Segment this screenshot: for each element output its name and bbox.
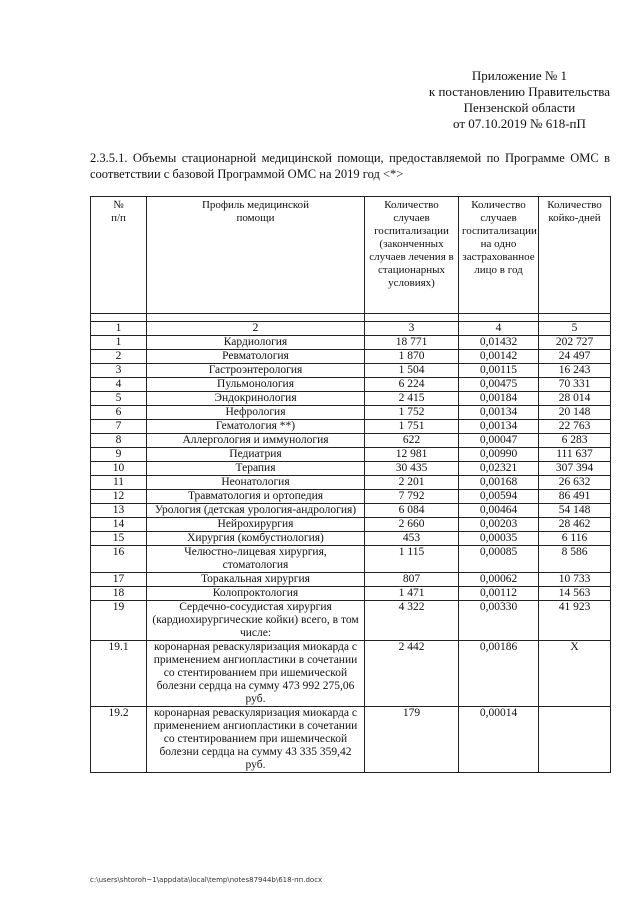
row-beddays: 6 116: [539, 532, 611, 546]
row-cases: 7 792: [365, 490, 459, 504]
row-beddays: 20 148: [539, 406, 611, 420]
row-profile: Челюстно-лицевая хирургия, стоматология: [147, 546, 365, 573]
row-profile: Травматология и ортопедия: [147, 490, 365, 504]
row-per-person: 0,00112: [459, 587, 539, 601]
colnum-4: 4: [459, 322, 539, 336]
row-profile: Эндокринология: [147, 392, 365, 406]
appendix-region-line: Пензенской области: [463, 100, 576, 115]
header-beddays: Количество койко-дней: [539, 197, 611, 314]
row-number: 19.2: [91, 707, 147, 773]
row-profile: Хирургия (комбустиология): [147, 532, 365, 546]
table-row: [91, 573, 611, 587]
header-profile: Профиль медицинской помощи: [147, 197, 365, 314]
row-profile: коронарная реваскуляризация миокарда с применением ангиопластики в сочетании со стентированием при ишемической болезни сердца на сумму 473 992 275,06 руб.: [147, 641, 365, 707]
table-row: [91, 378, 611, 392]
row-beddays: 28 462: [539, 518, 611, 532]
row-number: 17: [91, 573, 147, 587]
row-profile: Гастроэнтерология: [147, 364, 365, 378]
table-row: [91, 476, 611, 490]
row-per-person: 0,01432: [459, 336, 539, 350]
row-number: 8: [91, 434, 147, 448]
row-per-person: 0,02321: [459, 462, 539, 476]
table-gap-row: [91, 314, 611, 322]
table-body: [91, 322, 611, 773]
row-number: 19: [91, 601, 147, 641]
row-cases: 179: [365, 707, 459, 773]
row-per-person: 0,00134: [459, 406, 539, 420]
row-beddays: 24 497: [539, 350, 611, 364]
row-number: 5: [91, 392, 147, 406]
row-profile: коронарная реваскуляризация миокарда с применением ангиопластики в сочетании со стентированием при ишемической болезни сердца на сумму 43 335 359,42 руб.: [147, 707, 365, 773]
table-row: [91, 490, 611, 504]
file-path-footer: c:\users\shtoroh~1\appdata\local\temp\notes87944b\618-пп.docx: [90, 876, 323, 884]
row-profile: Ревматология: [147, 350, 365, 364]
row-number: 6: [91, 406, 147, 420]
row-profile: Кардиология: [147, 336, 365, 350]
row-number: 19.1: [91, 641, 147, 707]
row-per-person: 0,00035: [459, 532, 539, 546]
row-beddays: [539, 707, 611, 773]
table-row: [91, 518, 611, 532]
section-heading: 2.3.5.1. Объемы стационарной медицинской помощи, предоставляемой по Программе ОМС в соответствии с базовой Программой ОМС на 2019 год <*>: [90, 151, 610, 181]
row-number: 18: [91, 587, 147, 601]
row-number: 15: [91, 532, 147, 546]
row-number: 7: [91, 420, 147, 434]
table-row: [91, 641, 611, 707]
table-row: [91, 587, 611, 601]
row-beddays: 41 923: [539, 601, 611, 641]
row-cases: 4 322: [365, 601, 459, 641]
row-beddays: 111 637: [539, 448, 611, 462]
appendix-date-line: от 07.10.2019 № 618-пП: [453, 116, 586, 131]
volumes-table: [90, 196, 611, 773]
row-cases: 1 504: [365, 364, 459, 378]
row-cases: 2 201: [365, 476, 459, 490]
row-profile: Колопроктология: [147, 587, 365, 601]
header-num: № п/п: [91, 197, 147, 314]
row-per-person: 0,00594: [459, 490, 539, 504]
table-row: [91, 392, 611, 406]
table-row: [91, 350, 611, 364]
row-per-person: 0,00085: [459, 546, 539, 573]
row-profile: Гематология **): [147, 420, 365, 434]
row-per-person: 0,00115: [459, 364, 539, 378]
row-profile: Пульмонология: [147, 378, 365, 392]
row-number: 4: [91, 378, 147, 392]
row-cases: 2 442: [365, 641, 459, 707]
row-profile: Терапия: [147, 462, 365, 476]
appendix-block: [429, 68, 610, 132]
row-profile: Аллергология и иммунология: [147, 434, 365, 448]
row-per-person: 0,00168: [459, 476, 539, 490]
row-per-person: 0,00186: [459, 641, 539, 707]
table-row: [91, 462, 611, 476]
row-per-person: 0,00142: [459, 350, 539, 364]
colnum-1: 1: [91, 322, 147, 336]
row-number: 12: [91, 490, 147, 504]
table-row: [91, 532, 611, 546]
table-header-row: [91, 197, 611, 314]
row-profile: Урология (детская урология-андрология): [147, 504, 365, 518]
row-number: 10: [91, 462, 147, 476]
table-row: [91, 420, 611, 434]
row-number: 2: [91, 350, 147, 364]
row-beddays: 6 283: [539, 434, 611, 448]
row-cases: 807: [365, 573, 459, 587]
row-cases: 622: [365, 434, 459, 448]
table-row: [91, 504, 611, 518]
row-profile: Педиатрия: [147, 448, 365, 462]
colnum-2: 2: [147, 322, 365, 336]
appendix-title: Приложение № 1: [471, 68, 568, 83]
row-beddays: 16 243: [539, 364, 611, 378]
row-beddays: X: [539, 641, 611, 707]
row-per-person: 0,00464: [459, 504, 539, 518]
column-number-row: [91, 322, 611, 336]
row-beddays: 202 727: [539, 336, 611, 350]
row-beddays: 28 014: [539, 392, 611, 406]
row-cases: 1 870: [365, 350, 459, 364]
row-cases: 12 981: [365, 448, 459, 462]
row-cases: 1 752: [365, 406, 459, 420]
row-profile: Торакальная хирургия: [147, 573, 365, 587]
row-number: 14: [91, 518, 147, 532]
row-number: 16: [91, 546, 147, 573]
row-number: 11: [91, 476, 147, 490]
colnum-3: 3: [365, 322, 459, 336]
row-cases: 30 435: [365, 462, 459, 476]
row-cases: 6 224: [365, 378, 459, 392]
row-beddays: 22 763: [539, 420, 611, 434]
row-beddays: 307 394: [539, 462, 611, 476]
row-beddays: 26 632: [539, 476, 611, 490]
table-row: [91, 601, 611, 641]
table-row: [91, 336, 611, 350]
row-number: 9: [91, 448, 147, 462]
row-profile: Нефрология: [147, 406, 365, 420]
row-per-person: 0,00184: [459, 392, 539, 406]
row-per-person: 0,00203: [459, 518, 539, 532]
row-beddays: 8 586: [539, 546, 611, 573]
row-beddays: 14 563: [539, 587, 611, 601]
row-cases: 6 084: [365, 504, 459, 518]
row-cases: 1 115: [365, 546, 459, 573]
row-number: 13: [91, 504, 147, 518]
row-per-person: 0,00062: [459, 573, 539, 587]
row-profile: Неонатология: [147, 476, 365, 490]
row-beddays: 54 148: [539, 504, 611, 518]
row-beddays: 10 733: [539, 573, 611, 587]
row-number: 1: [91, 336, 147, 350]
table-row: [91, 406, 611, 420]
table-row: [91, 364, 611, 378]
row-profile: Нейрохирургия: [147, 518, 365, 532]
row-cases: 453: [365, 532, 459, 546]
table-row: [91, 448, 611, 462]
row-cases: 2 660: [365, 518, 459, 532]
row-cases: 1 471: [365, 587, 459, 601]
table-row: [91, 707, 611, 773]
row-per-person: 0,00475: [459, 378, 539, 392]
row-beddays: 70 331: [539, 378, 611, 392]
row-per-person: 0,00014: [459, 707, 539, 773]
table-row: [91, 434, 611, 448]
colnum-5: 5: [539, 322, 611, 336]
header-cases: Количество случаев госпитализации (законченных случаев лечения в стационарных условиях): [365, 197, 459, 314]
appendix-decree-line: к постановлению Правительства: [428, 84, 610, 99]
row-per-person: 0,00134: [459, 420, 539, 434]
row-beddays: 86 491: [539, 490, 611, 504]
row-per-person: 0,00330: [459, 601, 539, 641]
table-row: [91, 546, 611, 573]
row-per-person: 0,00047: [459, 434, 539, 448]
row-cases: 1 751: [365, 420, 459, 434]
row-number: 3: [91, 364, 147, 378]
row-cases: 18 771: [365, 336, 459, 350]
header-per-person: Количество случаев госпитализации на одно застрахованное лицо в год: [459, 197, 539, 314]
row-cases: 2 415: [365, 392, 459, 406]
row-profile: Сердечно-сосудистая хирургия (кардиохирургические койки) всего, в том числе:: [147, 601, 365, 641]
row-per-person: 0,00990: [459, 448, 539, 462]
